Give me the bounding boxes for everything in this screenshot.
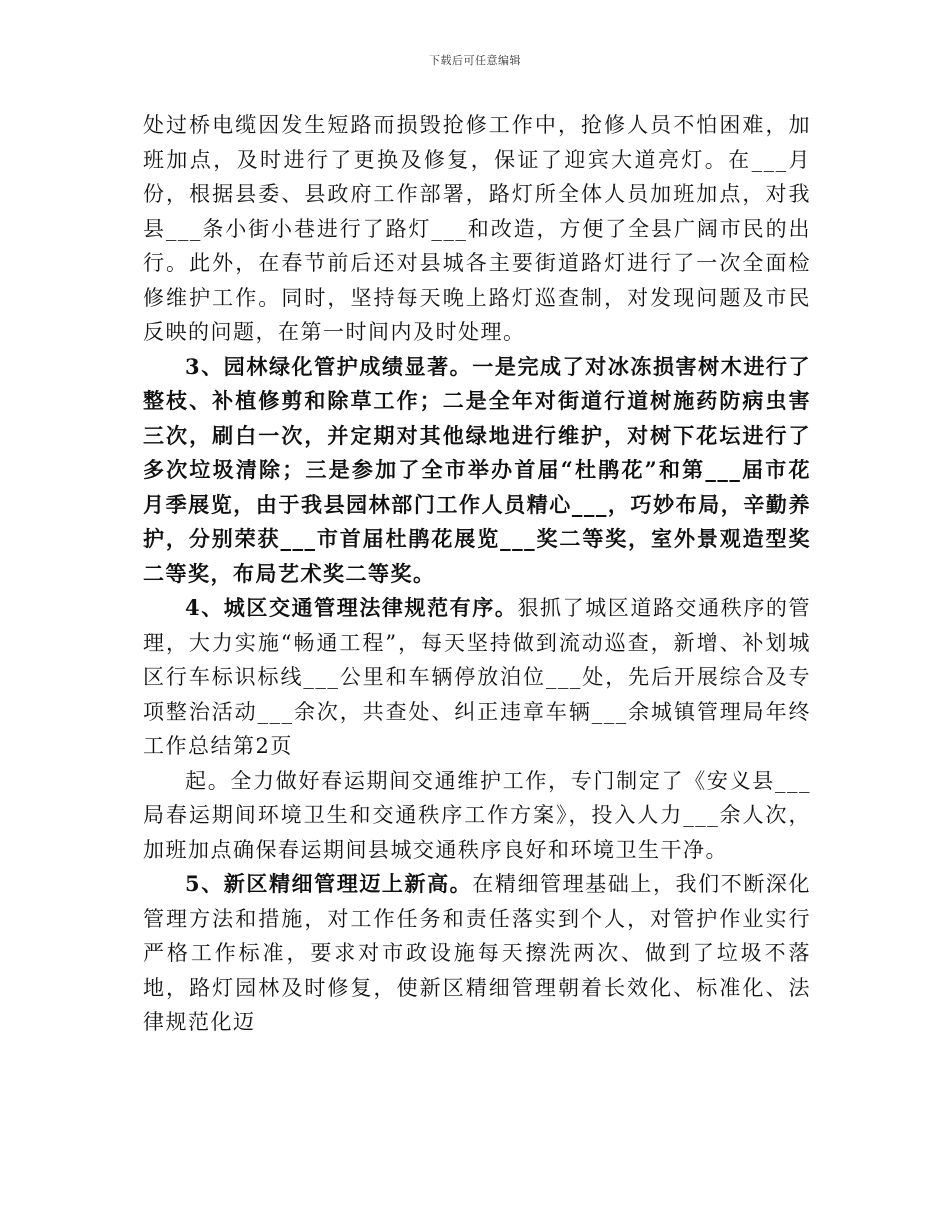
traffic-text: 狠抓了城区道路交通秩序的管理，大力实施“畅通工程”，每天坚持做到流动巡查，新增、补划城区行车标识标线___公里和车辆停放泊位___处，先后开展综合及专项整治活动___余次，共查处、纠正违章车辆___余城镇管理局年终工作总结第2页	[143, 596, 811, 758]
new-district-heading: 5、新区精细管理迈上新高。	[185, 871, 473, 896]
document-body	[143, 108, 811, 1040]
paragraph-landscaping: 3、园林绿化管护成绩显著。一是完成了对冰冻损害树木进行了整枝、补植修剪和除草工作；二是全年对街道行道树施药防病虫害三次，刷白一次，并定期对其他绿地进行维护，对树下花坛进行了多次垃圾清除；三是参加了全市举办首届“杜鹃花”和第___届市花月季展览，由于我县园林部门工作人员精心___，巧妙布局，辛勤养护，分别荣获___市首届杜鹃花展览___奖二等奖，室外景观造型奖二等奖，布局艺术奖二等奖。	[143, 353, 811, 586]
traffic-heading: 4、城区交通管理法律规范有序。	[185, 595, 518, 620]
page-header: 下载后可任意编辑	[429, 54, 521, 67]
paragraph-traffic	[143, 591, 811, 764]
new-district-text: 在精细管理基础上，我们不断深化管理方法和措施，对工作任务和责任落实到个人，对管护作业实行严格工作标准，要求对市政设施每天擦洗两次、做到了垃圾不落地，路灯园林及时修复，使新区精细管理朝着长效化、标准化、法律规范化迈	[143, 872, 811, 1034]
paragraph-spring-festival: 起。全力做好春运期间交通维护工作，专门制定了《安义县___局春运期间环境卫生和交通秩序工作方案》，投入人力___余人次，加班加点确保春运期间县城交通秩序良好和环境卫生干净。	[143, 768, 811, 862]
paragraph-new-district	[143, 867, 811, 1040]
paragraph-street-lights: 处过桥电缆因发生短路而损毁抢修工作中，抢修人员不怕困难，加班加点，及时进行了更换及修复，保证了迎宾大道亮灯。在___月份，根据县委、县政府工作部署，路灯所全体人员加班加点，对我县___条小街小巷进行了路灯___和改造，方便了全县广阔市民的出行。此外，在春节前后还对县城各主要街道路灯进行了一次全面检修维护工作。同时，坚持每天晚上路灯巡查制，对发现问题及市民反映的问题，在第一时间内及时处理。	[143, 113, 811, 344]
